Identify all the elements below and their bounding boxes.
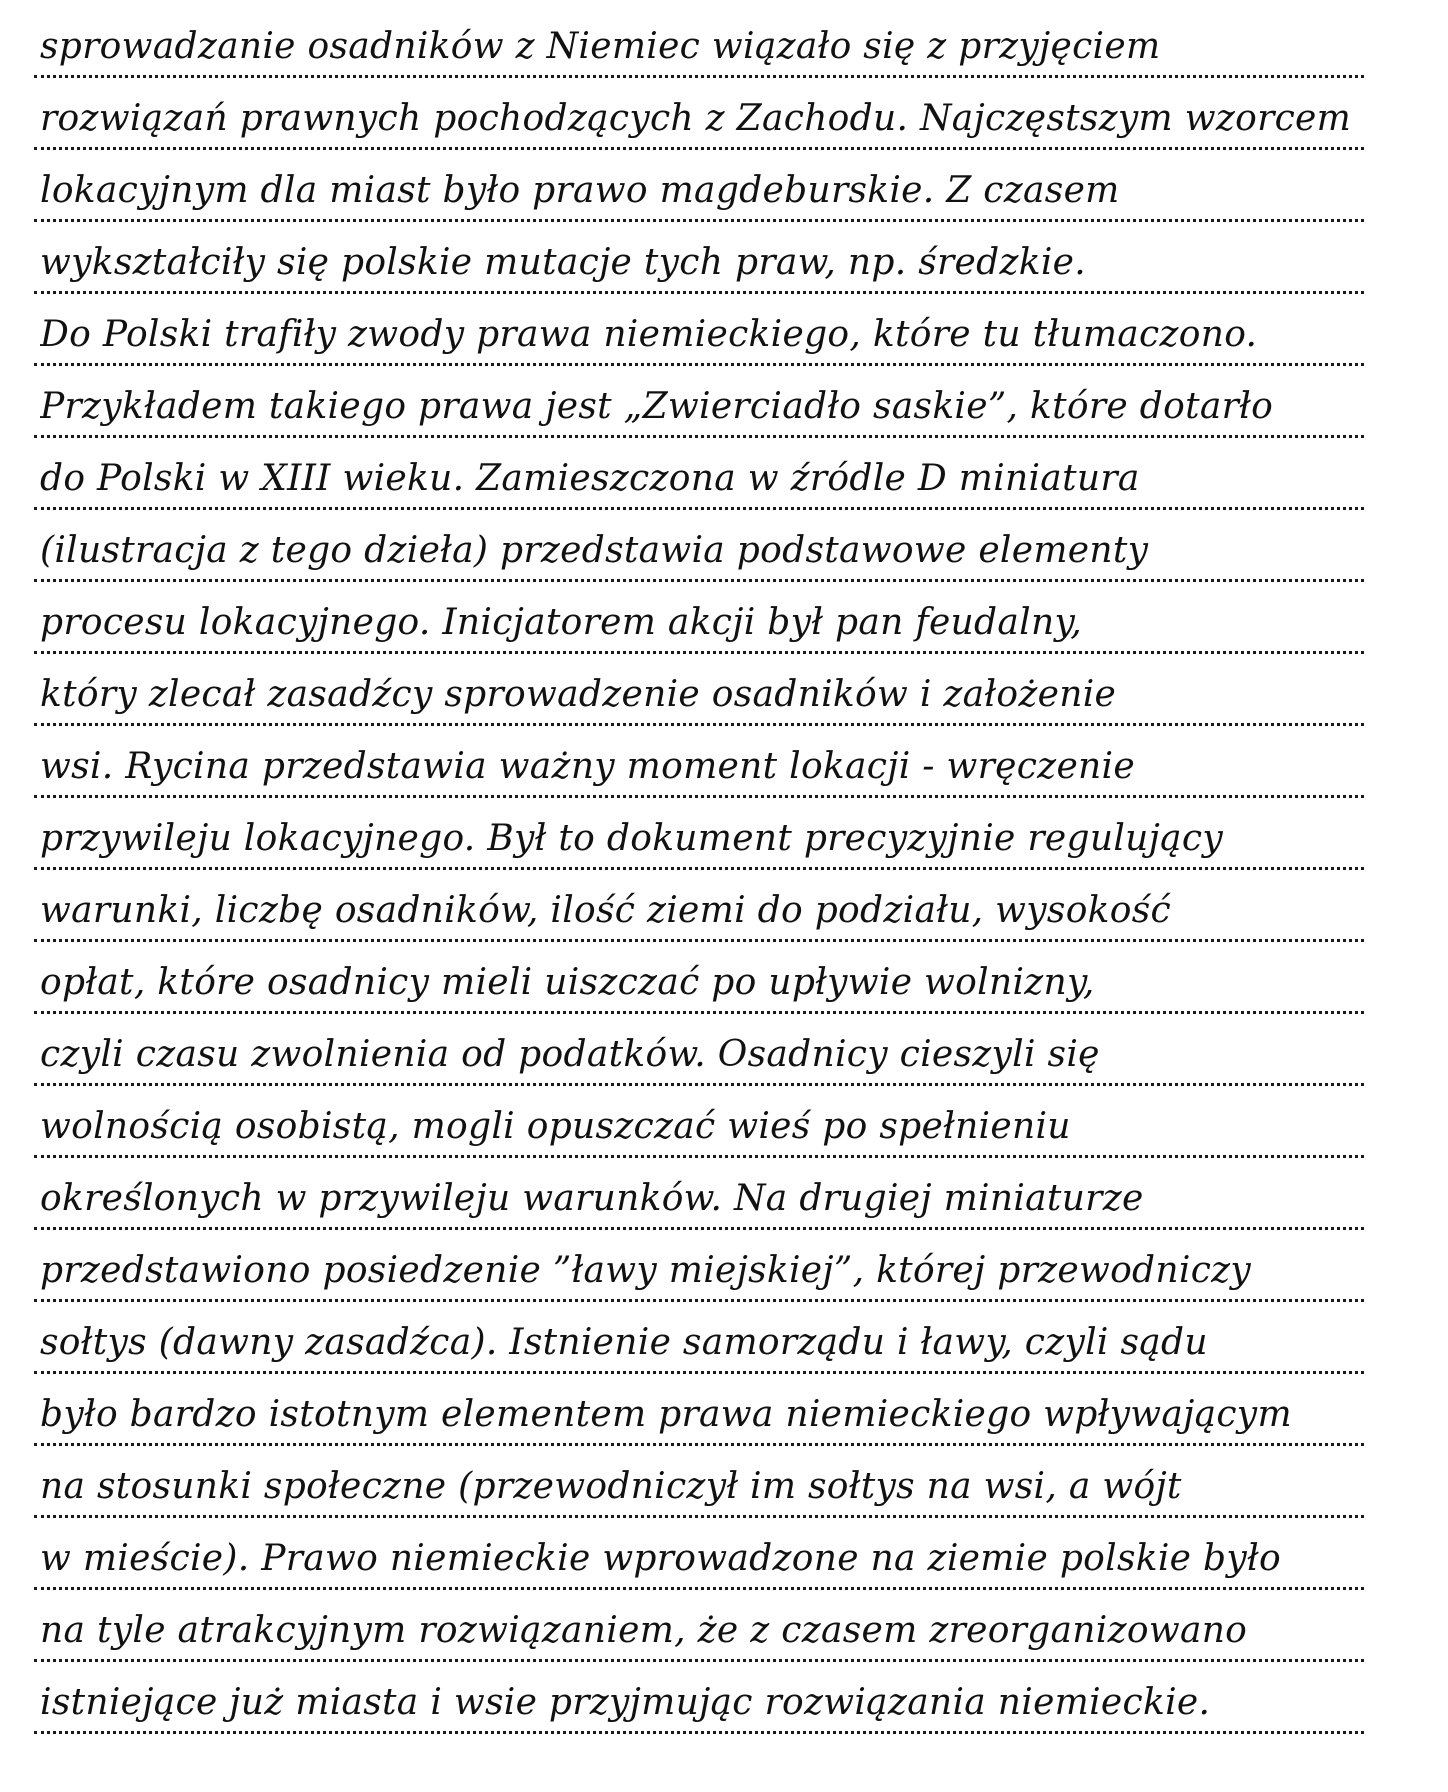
text-line xyxy=(34,432,1364,510)
text-line xyxy=(34,864,1364,942)
line-text: warunki, liczbę osadników, ilość ziemi do podziału, wysokość xyxy=(40,890,1171,931)
line-text: określonych w przywileju warunków. Na drugiej miniaturze xyxy=(40,1178,1144,1219)
text-line xyxy=(34,1008,1364,1086)
line-text: przedstawiono posiedzenie ”ławy miejskiej”, której przewodniczy xyxy=(40,1250,1252,1291)
line-text: (ilustracja z tego dzieła) przedstawia podstawowe elementy xyxy=(40,530,1149,571)
text-line xyxy=(34,72,1364,150)
line-text: istniejące już miasta i wsie przyjmując rozwiązania niemieckie. xyxy=(40,1682,1211,1723)
text-line xyxy=(34,1224,1364,1302)
text-line xyxy=(34,1296,1364,1374)
text-line xyxy=(34,0,1364,78)
text-line xyxy=(34,1584,1364,1662)
text-line xyxy=(34,360,1364,438)
line-text: do Polski w XIII wieku. Zamieszczona w źródle D miniatura xyxy=(40,458,1140,499)
text-line xyxy=(34,792,1364,870)
text-line xyxy=(34,504,1364,582)
text-line xyxy=(34,936,1364,1014)
line-text: procesu lokacyjnego. Inicjatorem akcji był pan feudalny, xyxy=(40,602,1083,643)
line-text: w mieście). Prawo niemieckie wprowadzone na ziemie polskie było xyxy=(40,1538,1281,1579)
line-text: sprowadzanie osadników z Niemiec wiązało się z przyjęciem xyxy=(40,26,1161,67)
line-text: sołtys (dawny zasadźca). Istnienie samorządu i ławy, czyli sądu xyxy=(40,1322,1208,1363)
line-text: opłat, które osadnicy mieli uiszczać po upływie wolnizny, xyxy=(40,962,1095,1003)
line-text: czyli czasu zwolnienia od podatków. Osadnicy cieszyli się xyxy=(40,1034,1100,1075)
line-text: wykształciły się polskie mutacje tych praw, np. średzkie. xyxy=(40,242,1087,283)
text-line xyxy=(34,144,1364,222)
line-text: Przykładem takiego prawa jest „Zwierciadło saskie”, które dotarło xyxy=(40,386,1274,427)
line-text: wolnością osobistą, mogli opuszczać wieś po spełnieniu xyxy=(40,1106,1071,1147)
line-text: rozwiązań prawnych pochodzących z Zachodu. Najczęstszym wzorcem xyxy=(40,98,1352,139)
text-line xyxy=(34,1368,1364,1446)
line-text: Do Polski trafiły zwody prawa niemieckiego, które tu tłumaczono. xyxy=(40,314,1258,355)
line-text: na tyle atrakcyjnym rozwiązaniem, że z czasem zreorganizowano xyxy=(40,1610,1248,1651)
text-line xyxy=(34,648,1364,726)
text-line xyxy=(34,720,1364,798)
text-line xyxy=(34,288,1364,366)
line-text: lokacyjnym dla miast było prawo magdeburskie. Z czasem xyxy=(40,170,1120,211)
line-text: który zlecał zasadźcy sprowadzenie osadników i założenie xyxy=(40,674,1117,715)
text-line xyxy=(34,216,1364,294)
text-line xyxy=(34,1656,1364,1734)
text-line xyxy=(34,1512,1364,1590)
line-text: na stosunki społeczne (przewodniczył im sołtys na wsi, a wójt xyxy=(40,1466,1182,1507)
text-line xyxy=(34,576,1364,654)
text-line xyxy=(34,1152,1364,1230)
line-text: przywileju lokacyjnego. Był to dokument precyzyjnie regulujący xyxy=(40,818,1223,859)
text-line xyxy=(34,1440,1364,1518)
line-text: wsi. Rycina przedstawia ważny moment lokacji - wręczenie xyxy=(40,746,1135,787)
text-line xyxy=(34,1080,1364,1158)
line-text: było bardzo istotnym elementem prawa niemieckiego wpływającym xyxy=(40,1394,1292,1435)
